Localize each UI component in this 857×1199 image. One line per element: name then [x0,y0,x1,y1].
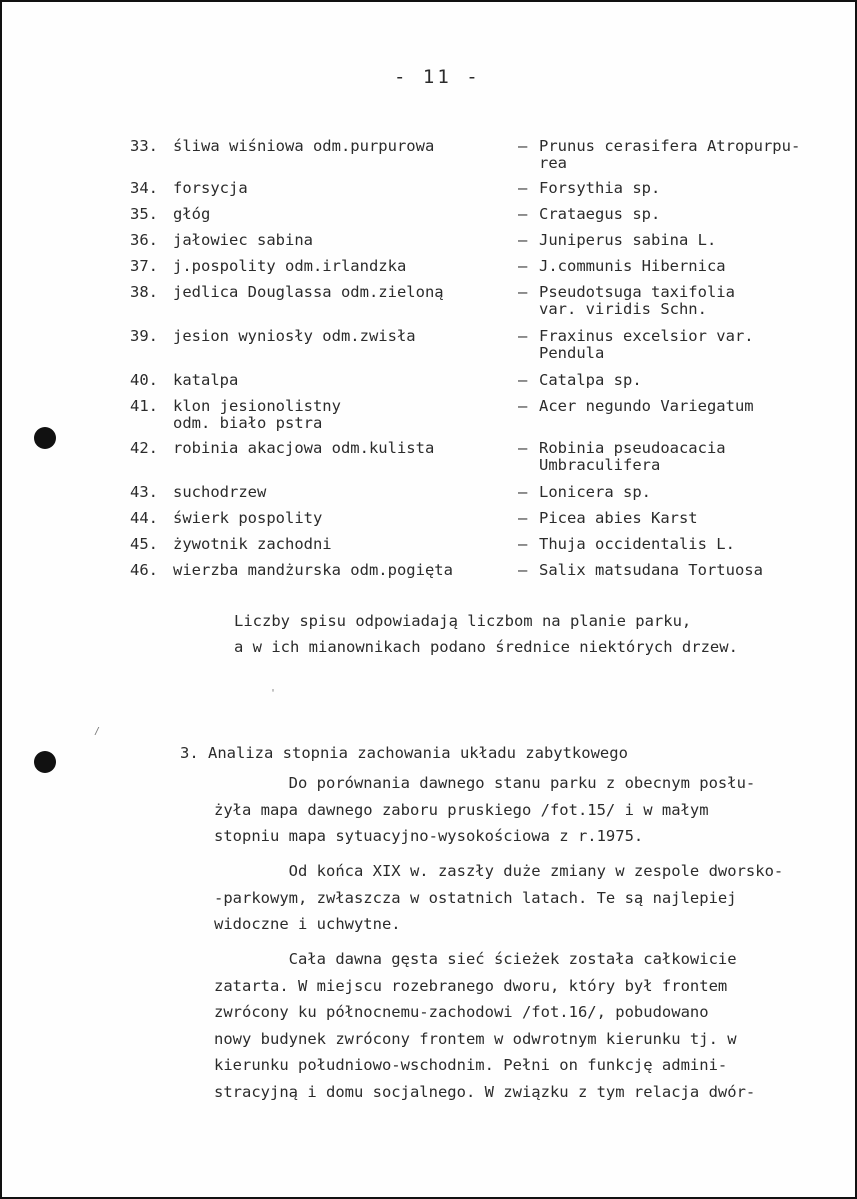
item-number: 37. [130,257,158,275]
latin-name [539,232,716,249]
paragraph-line: widoczne i uchwytne. [214,915,401,933]
polish-name-line: odm. biało pstra [173,414,323,432]
latin-name-line: Acer negundo Variegatum [539,397,754,415]
separator-dash: – [518,509,528,527]
paragraph-line: stracyjną i domu socjalnego. W związku z tym relacja dwór- [214,1082,756,1101]
paragraph [214,946,814,1105]
list-note-line-2: a w ich mianownikach podano średnice niektórych drzew. [234,638,738,656]
polish-name [173,484,266,501]
separator-dash: – [518,483,528,501]
stray-mark: / [94,726,101,737]
page-number: - 11 - [394,66,481,88]
polish-name [173,398,341,432]
item-number: 34. [130,179,158,197]
latin-name-line: Thuja occidentalis L. [539,535,735,553]
polish-name-line: klon jesionolistny [173,397,341,415]
polish-name-line: jedlica Douglassa odm.zieloną [173,283,444,301]
latin-name [539,284,735,318]
polish-name-line: katalpa [173,371,239,389]
latin-name-line: rea [539,154,567,172]
latin-name-line: Lonicera sp. [539,483,651,501]
polish-name-line: wierzba mandżurska odm.pogięta [173,561,453,579]
item-number: 44. [130,509,158,527]
polish-name-line: jałowiec sabina [173,231,313,249]
item-number: 39. [130,327,158,345]
polish-name-line: suchodrzew [173,483,267,501]
polish-name [173,138,434,155]
item-number: 46. [130,561,158,579]
polish-name-line: j.pospolity odm.irlandzka [173,257,407,275]
item-number: 41. [130,397,158,415]
latin-name-line: Pseudotsuga taxifolia [539,283,735,301]
latin-name [539,484,651,501]
polish-name [173,562,453,579]
punch-hole-bottom [34,751,56,773]
stray-mark: ' [270,688,277,699]
item-number: 43. [130,483,158,501]
paragraph-line: stopniu mapa sytuacyjno-wysokościowa z r.1975. [214,827,644,845]
item-number: 35. [130,205,158,223]
latin-name-line: Umbraculifera [539,456,661,474]
paragraph-line: żyła mapa dawnego zaboru pruskiego /fot.15/ i w małym [214,800,709,819]
latin-name [539,372,642,389]
paragraph [214,858,814,938]
polish-name-line: świerk pospolity [173,509,323,527]
separator-dash: – [518,535,528,553]
paragraph-line: nowy budynek zwrócony frontem w odwrotnym kierunku tj. w [214,1029,737,1048]
item-number: 36. [130,231,158,249]
latin-name [539,510,698,527]
latin-name-line: Prunus cerasifera Atropurpu- [539,137,801,155]
latin-name-line: Picea abies Karst [539,509,698,527]
latin-name [539,398,754,415]
separator-dash: – [518,231,528,249]
polish-name [173,284,444,301]
section-title: 3. Analiza stopnia zachowania układu zabytkowego [180,744,628,762]
latin-name [539,328,754,362]
latin-name-line: Juniperus sabina L. [539,231,717,249]
polish-name [173,328,416,345]
punch-hole-top [34,427,56,449]
paragraph-line: Od końca XIX w. zaszły duże zmiany w zespole dworsko- [214,862,784,880]
latin-name [539,180,660,197]
latin-name [539,536,735,553]
separator-dash: – [518,179,528,197]
latin-name [539,562,763,579]
latin-name [539,138,800,172]
polish-name [173,180,248,197]
separator-dash: – [518,327,528,345]
polish-name-line: głóg [173,205,211,223]
latin-name-line: Salix matsudana Tortuosa [539,561,763,579]
item-number: 40. [130,371,158,389]
latin-name [539,258,726,275]
polish-name-line: robinia akacjowa odm.kulista [173,439,435,457]
polish-name [173,232,313,249]
polish-name [173,510,322,527]
paragraph-line: zatarta. W miejscu rozebranego dworu, który był frontem [214,976,728,995]
paragraph-line: -parkowym, zwłaszcza w ostatnich latach. Te są najlepiej [214,888,737,907]
polish-name-line: śliwa wiśniowa odm.purpurowa [173,137,435,155]
separator-dash: – [518,137,528,155]
paragraph [214,770,814,850]
polish-name [173,258,406,275]
paragraph-line: Cała dawna gęsta sieć ścieżek została całkowicie [214,950,737,968]
polish-name [173,440,434,457]
latin-name-line: Catalpa sp. [539,371,642,389]
separator-dash: – [518,439,528,457]
paragraph-line: kierunku południowo-wschodnim. Pełni on funkcję admini- [214,1056,728,1074]
item-number: 33. [130,137,158,155]
latin-name-line: Robinia pseudoacacia [539,439,726,457]
list-note-line-1: Liczby spisu odpowiadają liczbom na planie parku, [234,612,692,630]
latin-name-line: var. viridis Schn. [539,300,707,318]
latin-name-line: Fraxinus excelsior var. [539,327,754,345]
paragraph-line: zwrócony ku północnemu-zachodowi /fot.16/, pobudowano [214,1003,709,1021]
separator-dash: – [518,397,528,415]
separator-dash: – [518,257,528,275]
separator-dash: – [518,205,528,223]
latin-name-line: Pendula [539,344,605,362]
separator-dash: – [518,371,528,389]
item-number: 42. [130,439,158,457]
separator-dash: – [518,561,528,579]
polish-name [173,206,210,223]
latin-name-line: J.communis Hibernica [539,257,726,275]
polish-name-line: forsycja [173,179,248,197]
paragraph-line: Do porównania dawnego stanu parku z obecnym posłu- [214,774,756,792]
polish-name [173,372,238,389]
separator-dash: – [518,283,528,301]
latin-name-line: Crataegus sp. [539,205,661,223]
polish-name-line: jesion wyniosły odm.zwisła [173,327,416,345]
polish-name [173,536,332,553]
latin-name [539,206,660,223]
item-number: 45. [130,535,158,553]
latin-name-line: Forsythia sp. [539,179,661,197]
item-number: 38. [130,283,158,301]
latin-name [539,440,726,474]
polish-name-line: żywotnik zachodni [173,535,332,553]
